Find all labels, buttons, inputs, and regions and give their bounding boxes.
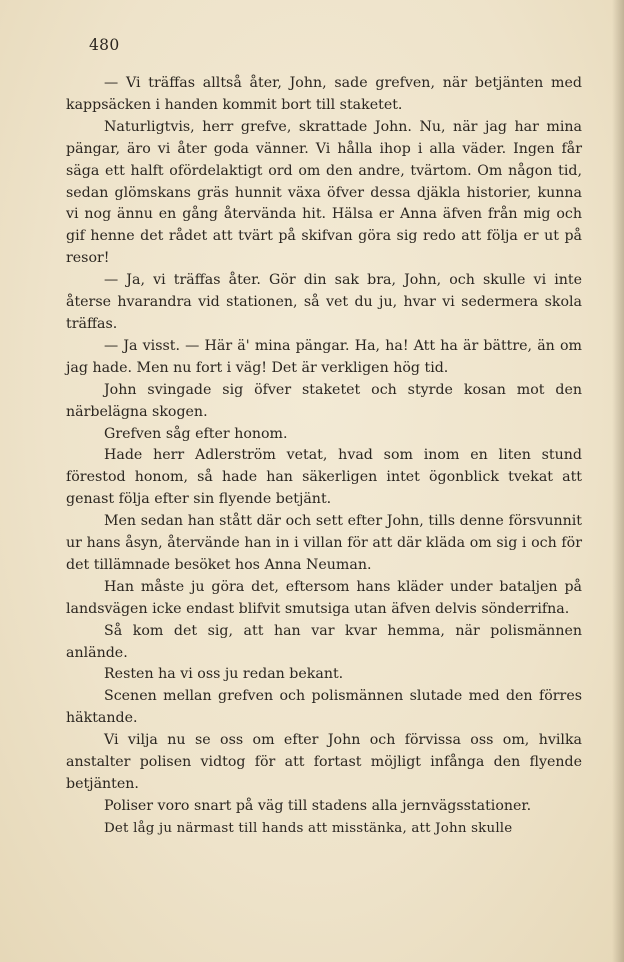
paragraph: Poliser voro snart på väg till stadens alla jernvägsstationer. <box>104 797 532 814</box>
paragraph: — Ja visst. — Här ä' mina pängar. Ha, ha! Att ha är bättre, än om jag hade. Men nu fort i väg! Det är verkligen hög tid. <box>66 337 582 376</box>
paragraph: — Vi träffas alltså åter, John, sade grefven, när betjänten med kappsäcken i handen kommit bort till staketet. <box>66 75 582 113</box>
paragraph: Men sedan han stått där och sett efter John, tills denne försvunnit ur hans åsyn, återvände han in i villan för att där kläda om sig i och för det tillämnade besöket hos Anna Neuman. <box>66 513 582 573</box>
paragraph: Vi vilja nu se oss om efter John och förvissa oss om, hvilka anstalter polisen vidtog för att fortast möjligt infånga den flyende betjänten. <box>66 732 582 792</box>
paragraph: Så kom det sig, att han var kvar hemma, när polismännen anlände. <box>66 622 582 661</box>
body-text <box>66 73 582 840</box>
paragraph: — Ja, vi träffas åter. Gör din sak bra, John, och skulle vi inte återse hvarandra vid stationen, så vet du ju, hvar vi sedermera skola träffas. <box>66 272 582 332</box>
paragraph: Naturligtvis, herr grefve, skrattade John. Nu, när jag har mina pängar, äro vi åter goda vänner. Vi hålla ihop i alla väder. Ingen får säga ett halft ofördelaktigt ord om den andre, tvärtom. Om någon tid, sedan glömskans gräs hunnit växa öfver dessa djäkla historier, kunna vi nog ännu en gång återvända hit. Hälsa er Anna äfven från mig och gif henne det rådet att tvärt på skifvan göra sig redo att följa er ut på resor! <box>66 118 582 267</box>
paragraph: Det låg ju närmast till hands att misstänka, att John skulle <box>104 820 513 836</box>
paragraph: Scenen mellan grefven och polismännen slutade med den förres häktande. <box>66 688 582 727</box>
paragraph: Grefven såg efter honom. <box>104 425 288 442</box>
paragraph: Resten ha vi oss ju redan bekant. <box>104 666 344 683</box>
paragraph: Han måste ju göra det, eftersom hans kläder under bataljen på landsvägen icke endast blifvit smutsiga utan äfven delvis sönderrifna. <box>66 578 582 617</box>
page-number: 480 <box>89 36 120 54</box>
paragraph: Hade herr Adlerström vetat, hvad som inom en liten stund förestod honom, så hade han säkerligen intet ögonblick tvekat att genast följa efter sin flyende betjänt. <box>66 447 582 508</box>
paragraph: John svingade sig öfver staketet och styrde kosan mot den närbelägna skogen. <box>66 381 582 420</box>
